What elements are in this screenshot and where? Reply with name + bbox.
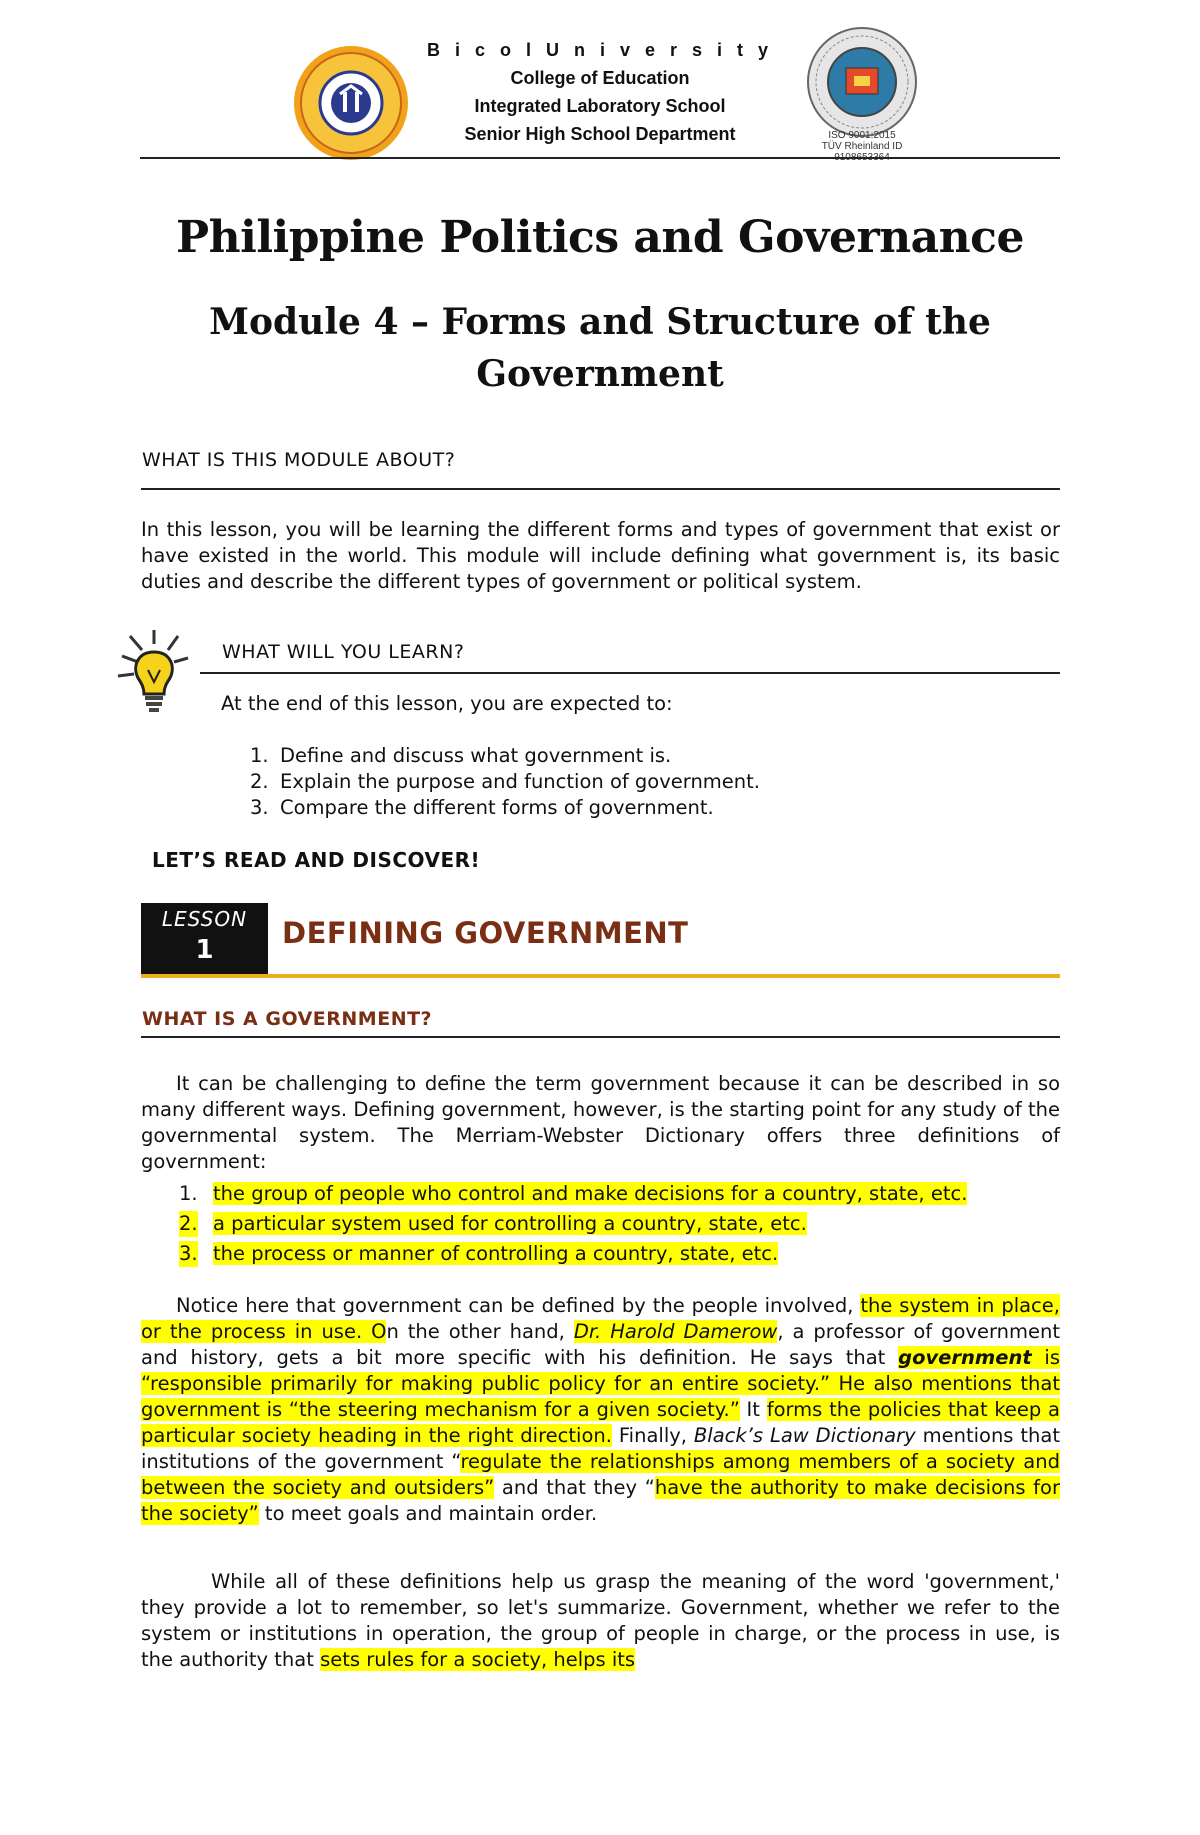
learning-objectives xyxy=(250,743,1040,821)
summary-paragraph: While all of these definitions help us grasp the meaning of the word 'government,' they provide a lot to remember, so let's summarize. Government, whether we refer to the system or institutions in operation, the group of people in charge, or the process in use, is the authority that sets rules for a society, helps its xyxy=(141,1570,1060,1671)
lesson-title: DEFINING GOVERNMENT xyxy=(282,916,689,950)
department-name: Senior High School Department xyxy=(464,124,736,144)
lightbulb-icon xyxy=(110,630,200,714)
list-item: 2. a particular system used for controlling a country, state, etc. xyxy=(179,1212,807,1235)
dictionary-definitions xyxy=(179,1181,1063,1267)
college-name: College of Education xyxy=(510,68,690,88)
iso-line-2: TÜV Rheinland ID 9108653364 xyxy=(821,141,903,163)
read-and-discover-heading: LET’S READ AND DISCOVER! xyxy=(152,848,481,872)
what-is-government-heading: WHAT IS A GOVERNMENT? xyxy=(142,1008,433,1030)
module-title-line-1: Module 4 – Forms and Structure of the xyxy=(209,301,991,343)
learn-intro: At the end of this lesson, you are expected to: xyxy=(221,692,673,715)
learn-heading: WHAT WILL YOU LEARN? xyxy=(222,641,465,663)
module-title-line-2: Government xyxy=(476,353,724,395)
university-seal xyxy=(806,26,918,138)
header-divider xyxy=(140,157,1060,159)
list-item: 1. Define and discuss what government is. xyxy=(250,744,672,767)
learn-divider xyxy=(200,672,1060,674)
what-is-intro xyxy=(141,1071,1060,1175)
school-name: Integrated Laboratory School xyxy=(474,96,726,116)
lesson-number-badge xyxy=(141,903,268,975)
college-of-education-seal xyxy=(292,44,410,162)
about-body: In this lesson, you will be learning the different forms and types of government that exist or have existed in the world. This module will include defining what government is, its basic duties and describe the different types of government or political system. xyxy=(141,518,1060,593)
about-heading: WHAT IS THIS MODULE ABOUT? xyxy=(142,449,456,471)
lesson-number: 1 xyxy=(195,935,214,965)
list-item: 3. the process or manner of controlling a country, state, etc. xyxy=(179,1242,779,1265)
institution-header xyxy=(400,36,800,148)
iso-line-1: ISO 9001:2015 xyxy=(828,130,896,141)
list-item: 3. Compare the different forms of government. xyxy=(250,796,714,819)
page-title: Philippine Politics and Governance xyxy=(176,212,1024,263)
module-title xyxy=(0,296,1200,400)
university-name: B i c o l U n i v e r s i t y xyxy=(426,40,774,60)
lesson-underline xyxy=(141,974,1060,978)
about-divider xyxy=(141,488,1060,490)
list-item: 1. the group of people who control and make decisions for a country, state, etc. xyxy=(179,1182,968,1205)
what-is-divider xyxy=(141,1036,1060,1038)
intro-text: It can be challenging to define the term government because it can be described in so many different ways. Defining government, however, is the starting point for any study of the governmental system. The Merriam-Webster Dictionary offers three definitions of government: xyxy=(141,1072,1060,1173)
damerow-paragraph: Notice here that government can be defined by the people involved, the system in place, or the process in use. On the other hand, Dr. Harold Damerow, a professor of government and history, gets a bit more specific with his definition. He says that government is “responsible primarily for making public policy for an entire society.” He also mentions that government is “the steering mechanism for a given society.” It forms the policies that keep a particular society heading in the right direction. Finally, Black’s Law Dictionary mentions that institutions of the government “regulate the relationships among members of a society and between the society and outsiders” and that they “have the authority to make decisions for the society” to meet goals and maintain order. xyxy=(141,1294,1061,1525)
lesson-label: LESSON xyxy=(161,907,248,931)
list-item: 2. Explain the purpose and function of government. xyxy=(250,770,761,793)
